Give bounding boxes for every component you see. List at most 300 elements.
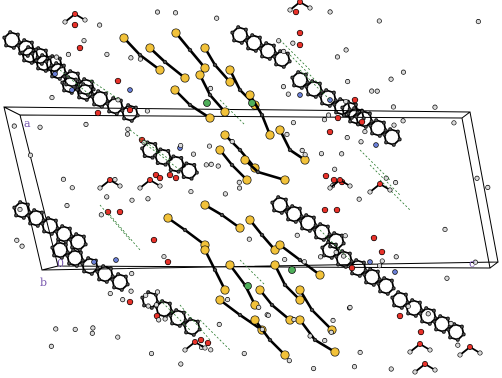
carbon-atom	[83, 270, 86, 273]
carbon-atom	[400, 306, 403, 309]
hydrogen-atom	[348, 184, 352, 188]
carbon-atom	[333, 103, 336, 106]
sulfur-atom	[181, 74, 189, 82]
hydrogen-atom	[326, 113, 330, 117]
hydrogen-atom	[388, 188, 392, 192]
axis-label-b: b	[40, 276, 48, 289]
hydrogen-atom	[155, 10, 159, 14]
hydrogen-atom	[149, 351, 153, 355]
hydrogen-atom	[209, 162, 213, 166]
carbon-atom	[37, 67, 40, 70]
carbon-atom	[280, 211, 283, 214]
carbon-atom	[90, 272, 93, 275]
hydrogen-atom	[318, 255, 322, 259]
hydrogen-atom	[345, 79, 349, 83]
carbon-atom	[180, 168, 183, 171]
carbon-atom	[109, 267, 112, 270]
carbon-atom	[386, 292, 389, 295]
hydrogen-atom	[486, 185, 490, 189]
hydrogen-atom	[476, 19, 480, 23]
carbon-atom	[89, 85, 92, 88]
carbon-atom	[26, 203, 29, 206]
hydrogen-atom	[357, 197, 361, 201]
carbon-atom	[442, 330, 445, 333]
carbon-atom	[261, 55, 264, 58]
carbon-atom	[100, 105, 103, 108]
carbon-atom	[57, 241, 60, 244]
carbon-atom	[9, 31, 12, 34]
hydrogen-atom	[125, 132, 129, 136]
hydrogen-atom	[433, 105, 437, 109]
carbon-atom	[36, 224, 39, 227]
oxygen-atom	[167, 172, 173, 178]
oxygen-atom	[72, 11, 77, 16]
carbon-atom	[383, 277, 386, 280]
carbon-atom	[237, 26, 240, 29]
hydrogen-atom	[28, 153, 32, 157]
carbon-atom	[272, 44, 275, 47]
carbon-atom	[305, 214, 308, 217]
hydrogen-atom	[247, 237, 251, 241]
carbon-atom	[85, 98, 88, 101]
carbon-atom	[156, 161, 159, 164]
carbon-atom	[193, 163, 196, 166]
oxygen-atom	[352, 97, 358, 103]
carbon-atom	[389, 128, 392, 131]
hydrogen-atom	[204, 163, 208, 167]
carbon-atom	[260, 113, 264, 117]
hydrogen-atom	[120, 297, 124, 301]
carbon-atom	[353, 107, 356, 110]
carbon-atom	[354, 103, 357, 106]
oxygen-atom	[127, 299, 133, 305]
hydrogen-atom	[380, 259, 384, 263]
carbon-atom	[265, 42, 268, 45]
carbon-atom	[282, 65, 285, 68]
carbon-atom	[97, 90, 100, 93]
carbon-atom	[50, 232, 53, 235]
carbon-atom	[44, 69, 47, 72]
carbon-atom	[220, 213, 224, 217]
oxygen-atom	[107, 177, 112, 182]
nitrogen-atom	[368, 260, 373, 265]
carbon-atom	[61, 225, 64, 228]
carbon-atom	[398, 138, 401, 141]
carbon-atom	[44, 49, 47, 52]
carbon-atom	[319, 223, 322, 226]
carbon-atom	[321, 102, 324, 105]
carbon-atom	[93, 103, 96, 106]
sulfur-atom	[221, 286, 229, 294]
sulfur-atom	[201, 44, 209, 52]
carbon-atom	[13, 206, 16, 209]
carbon-atom	[83, 78, 86, 81]
oxygen-atom	[297, 0, 302, 5]
hydrogen-atom	[216, 164, 220, 168]
carbon-atom	[17, 44, 20, 47]
carbon-atom	[368, 112, 371, 115]
oxygen-atom	[198, 337, 204, 343]
oxygen-atom	[192, 339, 197, 344]
carbon-atom	[286, 52, 289, 55]
carbon-atom	[421, 320, 424, 323]
hydrogen-atom	[295, 233, 299, 237]
carbon-atom	[127, 104, 130, 107]
oxygen-atom	[127, 107, 133, 113]
carbon-atom	[23, 39, 26, 42]
hydrogen-atom	[156, 318, 160, 322]
sulfur-atom	[296, 316, 304, 324]
carbon-atom	[332, 91, 335, 94]
oxygen-atom	[422, 361, 427, 366]
hydrogen-atom	[391, 105, 395, 109]
hydrogen-atom	[348, 305, 352, 309]
hydrogen-atom	[428, 348, 432, 352]
zinc-atom	[289, 267, 296, 274]
hydrogen-atom	[97, 23, 101, 27]
hydrogen-atom	[54, 55, 58, 59]
carbon-atom	[339, 98, 342, 101]
carbon-atom	[169, 314, 172, 317]
carbon-atom	[244, 28, 247, 31]
carbon-atom	[159, 148, 162, 151]
carbon-atom	[183, 228, 187, 232]
hydrogen-atom	[65, 203, 69, 207]
hydrogen-atom	[328, 10, 332, 14]
carbon-atom	[407, 312, 410, 315]
carbon-atom	[136, 114, 139, 117]
carbon-atom	[143, 154, 146, 157]
carbon-atom	[82, 83, 85, 86]
carbon-atom	[91, 95, 94, 98]
hydrogen-atom	[191, 152, 195, 156]
carbon-atom	[313, 228, 316, 231]
hydrogen-atom	[291, 120, 295, 124]
sulfur-atom	[281, 351, 289, 359]
carbon-atom	[273, 55, 276, 58]
carbon-atom	[351, 272, 354, 275]
hydrogen-atom	[209, 348, 213, 352]
carbon-atom	[300, 86, 303, 89]
carbon-atom	[65, 83, 68, 86]
carbon-atom	[305, 85, 308, 88]
carbon-atom	[68, 227, 71, 230]
carbon-atom	[195, 171, 198, 174]
hydrogen-atom	[449, 321, 453, 325]
carbon-atom	[138, 53, 142, 57]
carbon-atom	[419, 312, 422, 315]
hydrogen-atom	[332, 167, 336, 171]
carbon-atom	[76, 88, 79, 91]
hydrogen-atom	[12, 124, 16, 128]
carbon-atom	[123, 117, 126, 120]
oxygen-atom	[418, 329, 424, 335]
oxygen-atom	[359, 119, 365, 125]
sulfur-atom	[206, 114, 214, 122]
carbon-atom	[245, 39, 248, 42]
hydrogen-atom	[129, 56, 133, 60]
carbon-atom	[121, 109, 124, 112]
carbon-atom	[76, 72, 79, 75]
carbon-atom	[396, 130, 399, 133]
hydrogen-atom	[389, 77, 393, 81]
carbon-atom	[364, 125, 367, 128]
carbon-atom	[233, 39, 236, 42]
carbon-atom	[321, 246, 324, 249]
carbon-atom	[171, 322, 174, 325]
carbon-atom	[288, 60, 291, 63]
carbon-atom	[251, 34, 254, 37]
hydrogen-atom	[63, 20, 67, 24]
hydrogen-atom	[260, 327, 264, 331]
carbon-atom	[335, 255, 338, 258]
sulfur-atom	[171, 86, 179, 94]
oxygen-atom	[379, 249, 385, 255]
carbon-atom	[315, 236, 318, 239]
carbon-atom	[270, 303, 274, 307]
carbon-atom	[342, 242, 345, 245]
sulfur-atom	[221, 131, 229, 139]
hydrogen-atom	[162, 254, 166, 258]
oxygen-atom	[297, 30, 303, 36]
carbon-atom	[47, 217, 50, 220]
hydrogen-atom	[475, 176, 479, 180]
carbon-atom	[96, 270, 99, 273]
carbon-atom	[175, 309, 178, 312]
carbon-atom	[362, 261, 365, 264]
carbon-atom	[392, 143, 395, 146]
carbon-atom	[260, 233, 264, 237]
hydrogen-atom	[70, 186, 74, 190]
sulfur-atom	[216, 296, 224, 304]
carbon-atom	[333, 232, 336, 235]
carbon-atom	[188, 103, 192, 107]
oxygen-atom	[334, 207, 340, 213]
carbon-atom	[113, 286, 116, 289]
sulfur-atom	[331, 348, 339, 356]
carbon-atom	[213, 268, 217, 272]
hydrogen-atom	[334, 250, 338, 254]
carbon-atom	[326, 225, 329, 228]
carbon-atom	[301, 227, 304, 230]
hydrogen-atom	[83, 18, 87, 22]
hydrogen-atom	[98, 186, 102, 190]
carbon-atom	[325, 89, 328, 92]
oxygen-atom	[331, 177, 337, 183]
carbon-atom	[43, 230, 46, 233]
carbon-atom	[53, 254, 56, 257]
carbon-atom	[319, 94, 322, 97]
sulfur-atom	[221, 108, 229, 116]
carbon-atom	[78, 96, 81, 99]
carbon-atom	[35, 59, 38, 62]
hydrogen-atom	[99, 213, 103, 217]
carbon-atom	[55, 62, 58, 65]
carbon-atom	[254, 49, 257, 52]
hydrogen-atom	[66, 52, 70, 56]
carbon-atom	[372, 283, 375, 286]
carbon-atom	[456, 338, 459, 341]
carbon-atom	[258, 36, 261, 39]
hydrogen-atom	[138, 57, 142, 61]
hydrogen-atom	[308, 6, 312, 10]
carbon-atom	[72, 249, 75, 252]
carbon-atom	[27, 46, 30, 49]
hydrogen-atom	[129, 271, 133, 275]
carbon-atom	[51, 246, 54, 249]
carbon-atom	[66, 254, 69, 257]
carbon-atom	[75, 264, 78, 267]
oxygen-atom	[371, 235, 377, 241]
hydrogen-atom	[223, 192, 227, 196]
hydrogen-atom	[242, 351, 246, 355]
hydrogen-atom	[331, 318, 335, 322]
hydrogen-atom	[84, 122, 88, 126]
carbon-atom	[328, 104, 331, 107]
carbon-atom	[154, 154, 157, 157]
carbon-atom	[84, 243, 87, 246]
carbon-atom	[288, 148, 292, 152]
hydrogen-atom	[359, 140, 363, 144]
hydrogen-atom	[358, 350, 362, 354]
carbon-atom	[87, 257, 90, 260]
carbon-atom	[75, 233, 78, 236]
sulfur-atom	[246, 91, 254, 99]
carbon-atom	[105, 280, 108, 283]
hydrogen-atom	[266, 313, 270, 317]
hydrogen-atom	[230, 139, 234, 143]
hydrogen-atom	[445, 276, 449, 280]
hydrogen-atom	[363, 129, 367, 133]
zinc-atom	[204, 100, 211, 107]
carbon-atom	[307, 93, 310, 96]
carbon-atom	[68, 262, 71, 265]
carbon-atom	[82, 235, 85, 238]
oxygen-atom	[165, 259, 171, 265]
zinc-atom	[249, 100, 256, 107]
carbon-atom	[5, 44, 8, 47]
carbon-atom	[397, 291, 400, 294]
carbon-atom	[238, 313, 242, 317]
carbon-atom	[98, 278, 101, 281]
hydrogen-atom	[408, 350, 412, 354]
oxygen-atom	[335, 115, 341, 121]
carbon-atom	[447, 328, 450, 331]
carbon-atom	[247, 47, 250, 50]
carbon-atom	[163, 60, 167, 64]
carbon-atom	[379, 290, 382, 293]
nitrogen-atom	[298, 93, 303, 98]
carbon-atom	[111, 278, 114, 281]
hydrogen-atom	[377, 19, 381, 23]
sulfur-atom	[120, 34, 128, 42]
carbon-atom	[143, 304, 146, 307]
carbon-atom	[435, 328, 438, 331]
axis-label-c: c	[469, 257, 476, 270]
hydrogen-atom	[478, 351, 482, 355]
sulfur-atom	[146, 44, 154, 52]
carbon-atom	[240, 41, 243, 44]
carbon-atom	[268, 57, 271, 60]
hydrogen-atom	[91, 326, 95, 330]
carbon-atom	[192, 333, 195, 336]
hydrogen-atom	[237, 186, 241, 190]
carbon-atom	[347, 112, 350, 115]
hydrogen-atom	[458, 353, 462, 357]
carbon-atom	[58, 77, 61, 80]
hydrogen-atom	[368, 190, 372, 194]
hydrogen-atom	[129, 289, 133, 293]
carbon-atom	[392, 287, 395, 290]
carbon-atom	[55, 230, 58, 233]
carbon-atom	[27, 214, 30, 217]
hydrogen-atom	[207, 144, 211, 148]
sulfur-atom	[216, 146, 224, 154]
carbon-atom	[231, 31, 234, 34]
carbon-atom	[271, 201, 274, 204]
carbon-atom	[178, 324, 181, 327]
sulfur-atom	[266, 131, 274, 139]
hydrogen-atom	[155, 290, 159, 294]
carbon-atom	[63, 75, 66, 78]
hydrogen-atom	[352, 365, 356, 369]
hydrogen-atom	[20, 244, 24, 248]
sulfur-atom	[201, 246, 209, 254]
hydrogen-atom	[413, 370, 417, 374]
carbon-atom	[344, 265, 347, 268]
carbon-atom	[117, 273, 120, 276]
oxygen-atom	[323, 173, 329, 179]
hydrogen-atom	[158, 184, 162, 188]
oxygen-atom	[151, 237, 157, 243]
hydrogen-atom	[456, 343, 460, 347]
hydrogen-atom	[392, 123, 396, 127]
carbon-atom	[375, 119, 378, 122]
carbon-atom	[238, 148, 242, 152]
carbon-atom	[284, 198, 287, 201]
carbon-atom	[358, 274, 361, 277]
carbon-atom	[329, 245, 332, 248]
carbon-atom	[30, 61, 33, 64]
oxygen-atom	[157, 175, 163, 181]
carbon-atom	[268, 338, 272, 342]
carbon-atom	[15, 214, 18, 217]
nitrogen-atom	[70, 88, 75, 93]
carbon-atom	[182, 311, 185, 314]
carbon-atom	[449, 336, 452, 339]
carbon-atom	[322, 238, 325, 241]
carbon-atom	[297, 71, 300, 74]
hydrogen-atom	[208, 86, 212, 90]
nitrogen-atom	[374, 143, 379, 148]
sulfur-atom	[201, 64, 209, 72]
hydrogen-atom	[217, 322, 221, 326]
carbon-atom	[378, 134, 381, 137]
hydrogen-atom	[286, 92, 290, 96]
hydrogen-atom	[126, 127, 130, 131]
nitrogen-atom	[53, 72, 58, 77]
hydrogen-atom	[146, 197, 150, 201]
carbon-atom	[69, 70, 72, 73]
carbon-atom	[134, 106, 137, 109]
carbon-atom	[418, 301, 421, 304]
sulfur-atom	[164, 214, 172, 222]
hydrogen-atom	[302, 260, 306, 264]
hydrogen-atom	[237, 180, 241, 184]
oxygen-atom	[117, 209, 123, 215]
carbon-atom	[21, 51, 24, 54]
hydrogen-atom	[154, 303, 158, 307]
